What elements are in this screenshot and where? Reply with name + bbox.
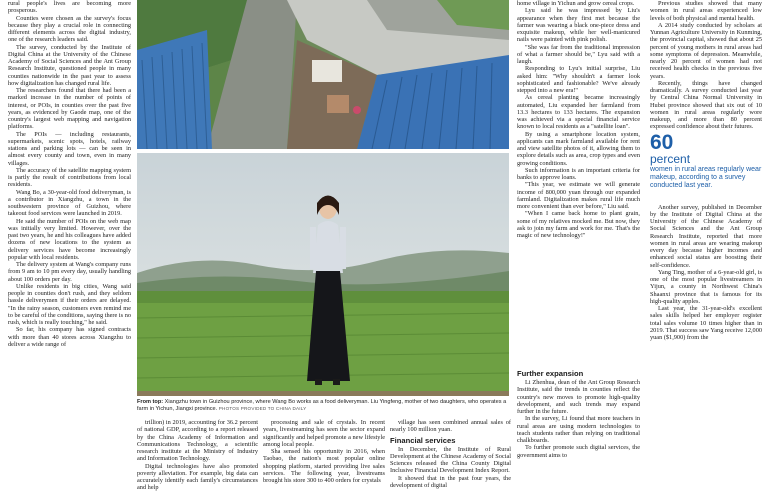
paragraph: So far, his company has signed contracts with more than 40 stores across Xiangzhu to deliver a wide range of	[8, 326, 131, 348]
paragraph: He said the number of POIs on the web map was initially very limited. However, over the past two years, he and his colleagues have added dozens of new locations to the system as delivery services have become increasingly popular with local residents.	[8, 217, 131, 261]
caption-lead: From top:	[137, 399, 164, 405]
stat-number: 60	[650, 130, 674, 154]
subheading-financial-services: Financial services	[390, 435, 456, 445]
paragraph: By using a smartphone location system, applicants can mark farmland available for rent and view satellite photos of it, allowing them to explore details such as area, crop types and even growing conditions.	[517, 130, 640, 167]
paragraph: It showed that in the past four years, the development of digital	[390, 474, 511, 489]
paragraph: Sha sensed his opportunity in 2016, when Taobao, the nation's most popular online shopping platform, started providing live sales services. The following year, livestreams brought his store 300 to 400 orders for crystals	[263, 448, 385, 484]
paragraph: In the survey, Li found that more teachers in rural areas are using modern technologies to teach students rather than relying on traditional chalkboards.	[517, 415, 640, 444]
paragraph: Recently, things have changed dramatically. A survey conducted last year by Central China Normal University in Hubei province showed that six out of 10 women in rural areas regularly wore makeup, and more than 80 percent expressed confidence about their futures.	[650, 79, 762, 131]
aerial-village-photo	[137, 0, 509, 149]
article-column-lower-1	[137, 419, 258, 502]
paragraph: In December, the Institute of Rural Development at the Chinese Academy of Social Sciences released the China County Digital Inclusive Financial Development Index Report.	[390, 445, 511, 475]
paragraph: Another survey, published in December by the Institute of Digital China at the University of the Chinese Academy of Social Sciences and the Ant Group Research Institute, reported that more women in rural areas are wearing makeup every day because higher incomes and enhanced social status are boosting their self-confidence.	[650, 203, 762, 269]
stat-description: women in rural areas regularly wear makeup, according to a survey conducted last year.	[650, 165, 762, 189]
paragraph: The accuracy of the satellite mapping system is partly the result of contributions from local residents.	[8, 166, 131, 189]
paragraph: Responding to Lyu's initial surprise, Liu asked him: "Why shouldn't a farmer look sophisticated and fashionable? We've already stepped into a new era!"	[517, 65, 640, 94]
article-column-lower-2	[263, 419, 385, 502]
paragraph: Lyu said he was impressed by Liu's appearance when they first met because the farmer was wearing a black one-piece dress and exquisite makeup, while her well-manicured nails were painted with pink polish.	[517, 7, 640, 44]
paragraph: Such information is an important criteria for banks to approve loans.	[517, 166, 640, 181]
paragraph: The POIs — including restaurants, supermarkets, scenic spots, hotels, railway stations and parking lots — can be seen in almost every county and town, even in many villages.	[8, 130, 131, 167]
paragraph: Unlike residents in big cities, Wang said people in counties don't rush, and they seldom hassle deliverymen if their orders are delayed. "In the rainy season, customers even remind me to be careful of the conditions, saying there is no rush, which is really touching," he said.	[8, 282, 131, 326]
caption-text: Xiangzhu town in Guizhou province, where Wang Bo works as a food deliveryman. Liu Yingfeng, mother of two daughters, who operates a farm in Yichun, Jiangxi province.	[137, 399, 507, 412]
photo-caption	[137, 399, 509, 412]
paragraph: The delivery system at Wang's company runs from 9 am to 10 pm every day, usually handling about 100 orders per day.	[8, 261, 131, 283]
paragraph: A 2014 study conducted by scholars at Yunnan Agriculture University in Kunming, the provincial capital, showed that about 25 percent of young mothers in rural areas had some symptoms of depression. Meanwhile, nearly 20 percent of women had not received health checks in the previous five years.	[650, 21, 762, 80]
article-column-3	[650, 0, 762, 502]
paragraph: Yang Ting, mother of a 6-year-old girl, is one of the most popular livestreamers in Yijun, a county in Northwest China's Shaanxi province that is famous for its high-quality apples.	[650, 268, 762, 305]
article-column-lower-3	[390, 419, 511, 502]
paragraph: home village in Yichun and grow cereal crops.	[517, 0, 635, 7]
paragraph: trillion) in 2019, accounting for 36.2 percent of national GDP, according to a report released by the China Academy of Information and Communications Technology, a scientific research institute at the Ministry of Industry and Information Technology.	[137, 419, 258, 463]
paragraph: Li Zhenhua, dean of the Ant Group Research Institute, said the trends in counties reflect the country's new moves to promote high-quality development, and such trends may expand further in the future.	[517, 379, 640, 415]
article-column-1	[8, 0, 131, 502]
paragraph: village has seen combined annual sales of nearly 100 million yuan.	[390, 419, 511, 434]
paragraph: Counties were chosen as the survey's focus because they play a crucial role in connecting different elements across the digital industry, one of the research leaders said.	[8, 14, 131, 44]
paragraph: "When I came back home to plant grain, some of my relatives mocked me. But now, they ask to join my farm and work for me. That's the magic of new technology!"	[517, 210, 640, 239]
paragraph: The survey, conducted by the Institute of Digital China at the University of the Chinese Academy of Social Sciences and the Ant Group Research Institute, questioned people in many counties nationwide in the past year to assess how digitalization has changed rural life.	[8, 43, 131, 87]
photo-credit: PHOTOS PROVIDED TO CHINA DAILY	[218, 405, 307, 411]
paragraph: To further promote such digital services, the government aims to	[517, 444, 640, 459]
paragraph: Last year, the 31-year-old's excellent sales skills helped her employer register total sales volume 10 times higher than in 2019. That success saw Yang receive 12,000 yuan ($1,900) from the	[650, 305, 762, 341]
paragraph: processing and sale of crystals. In recent years, livestreaming has seen the sector expand significantly and helped promote a new lifestyle among local people.	[263, 419, 385, 448]
paragraph: "She was far from the traditional impression of what a farmer should be," Lyu said with a laugh.	[517, 43, 640, 65]
paragraph: rural people's lives are becoming more prosperous.	[8, 0, 131, 15]
farmer-portrait-photo	[137, 153, 509, 396]
paragraph: As cereal planting became increasingly automated, Liu expanded her farmland from 13.3 hectares to 133 hectares. The expansion was achieved via a special financial service known to local residents as a "satellite loan".	[517, 94, 640, 131]
stat-unit: percent	[650, 151, 691, 166]
article-column-2	[517, 0, 640, 370]
subheading-further-expansion: Further expansion	[517, 369, 584, 378]
paragraph: "This year, we estimate we will generate income of 800,000 yuan through our expanded farmland. Digitalization makes rural life much more convenient than ever before," Liu said.	[517, 181, 640, 210]
article-column-2-lower	[517, 367, 640, 502]
paragraph: Previous studies showed that many women in rural areas experienced low levels of both physical and mental health.	[650, 0, 762, 22]
paragraph: Digital technologies have also promoted poverty alleviation. For example, big data can accurately identify each family's circumstances and help	[137, 462, 258, 492]
paragraph: The researchers found that there had been a marked increase in the number of points of interest, or POIs, in counties over the past five years, as evidenced by Gaode map, one of the country's largest web mapping and navigation platforms.	[8, 87, 131, 131]
paragraph: Wang Bo, a 30-year-old food deliveryman, is a contributor in Xiangzhu, a town in the southwestern province of Guizhou, where takeout food services were launched in 2019.	[8, 188, 131, 218]
